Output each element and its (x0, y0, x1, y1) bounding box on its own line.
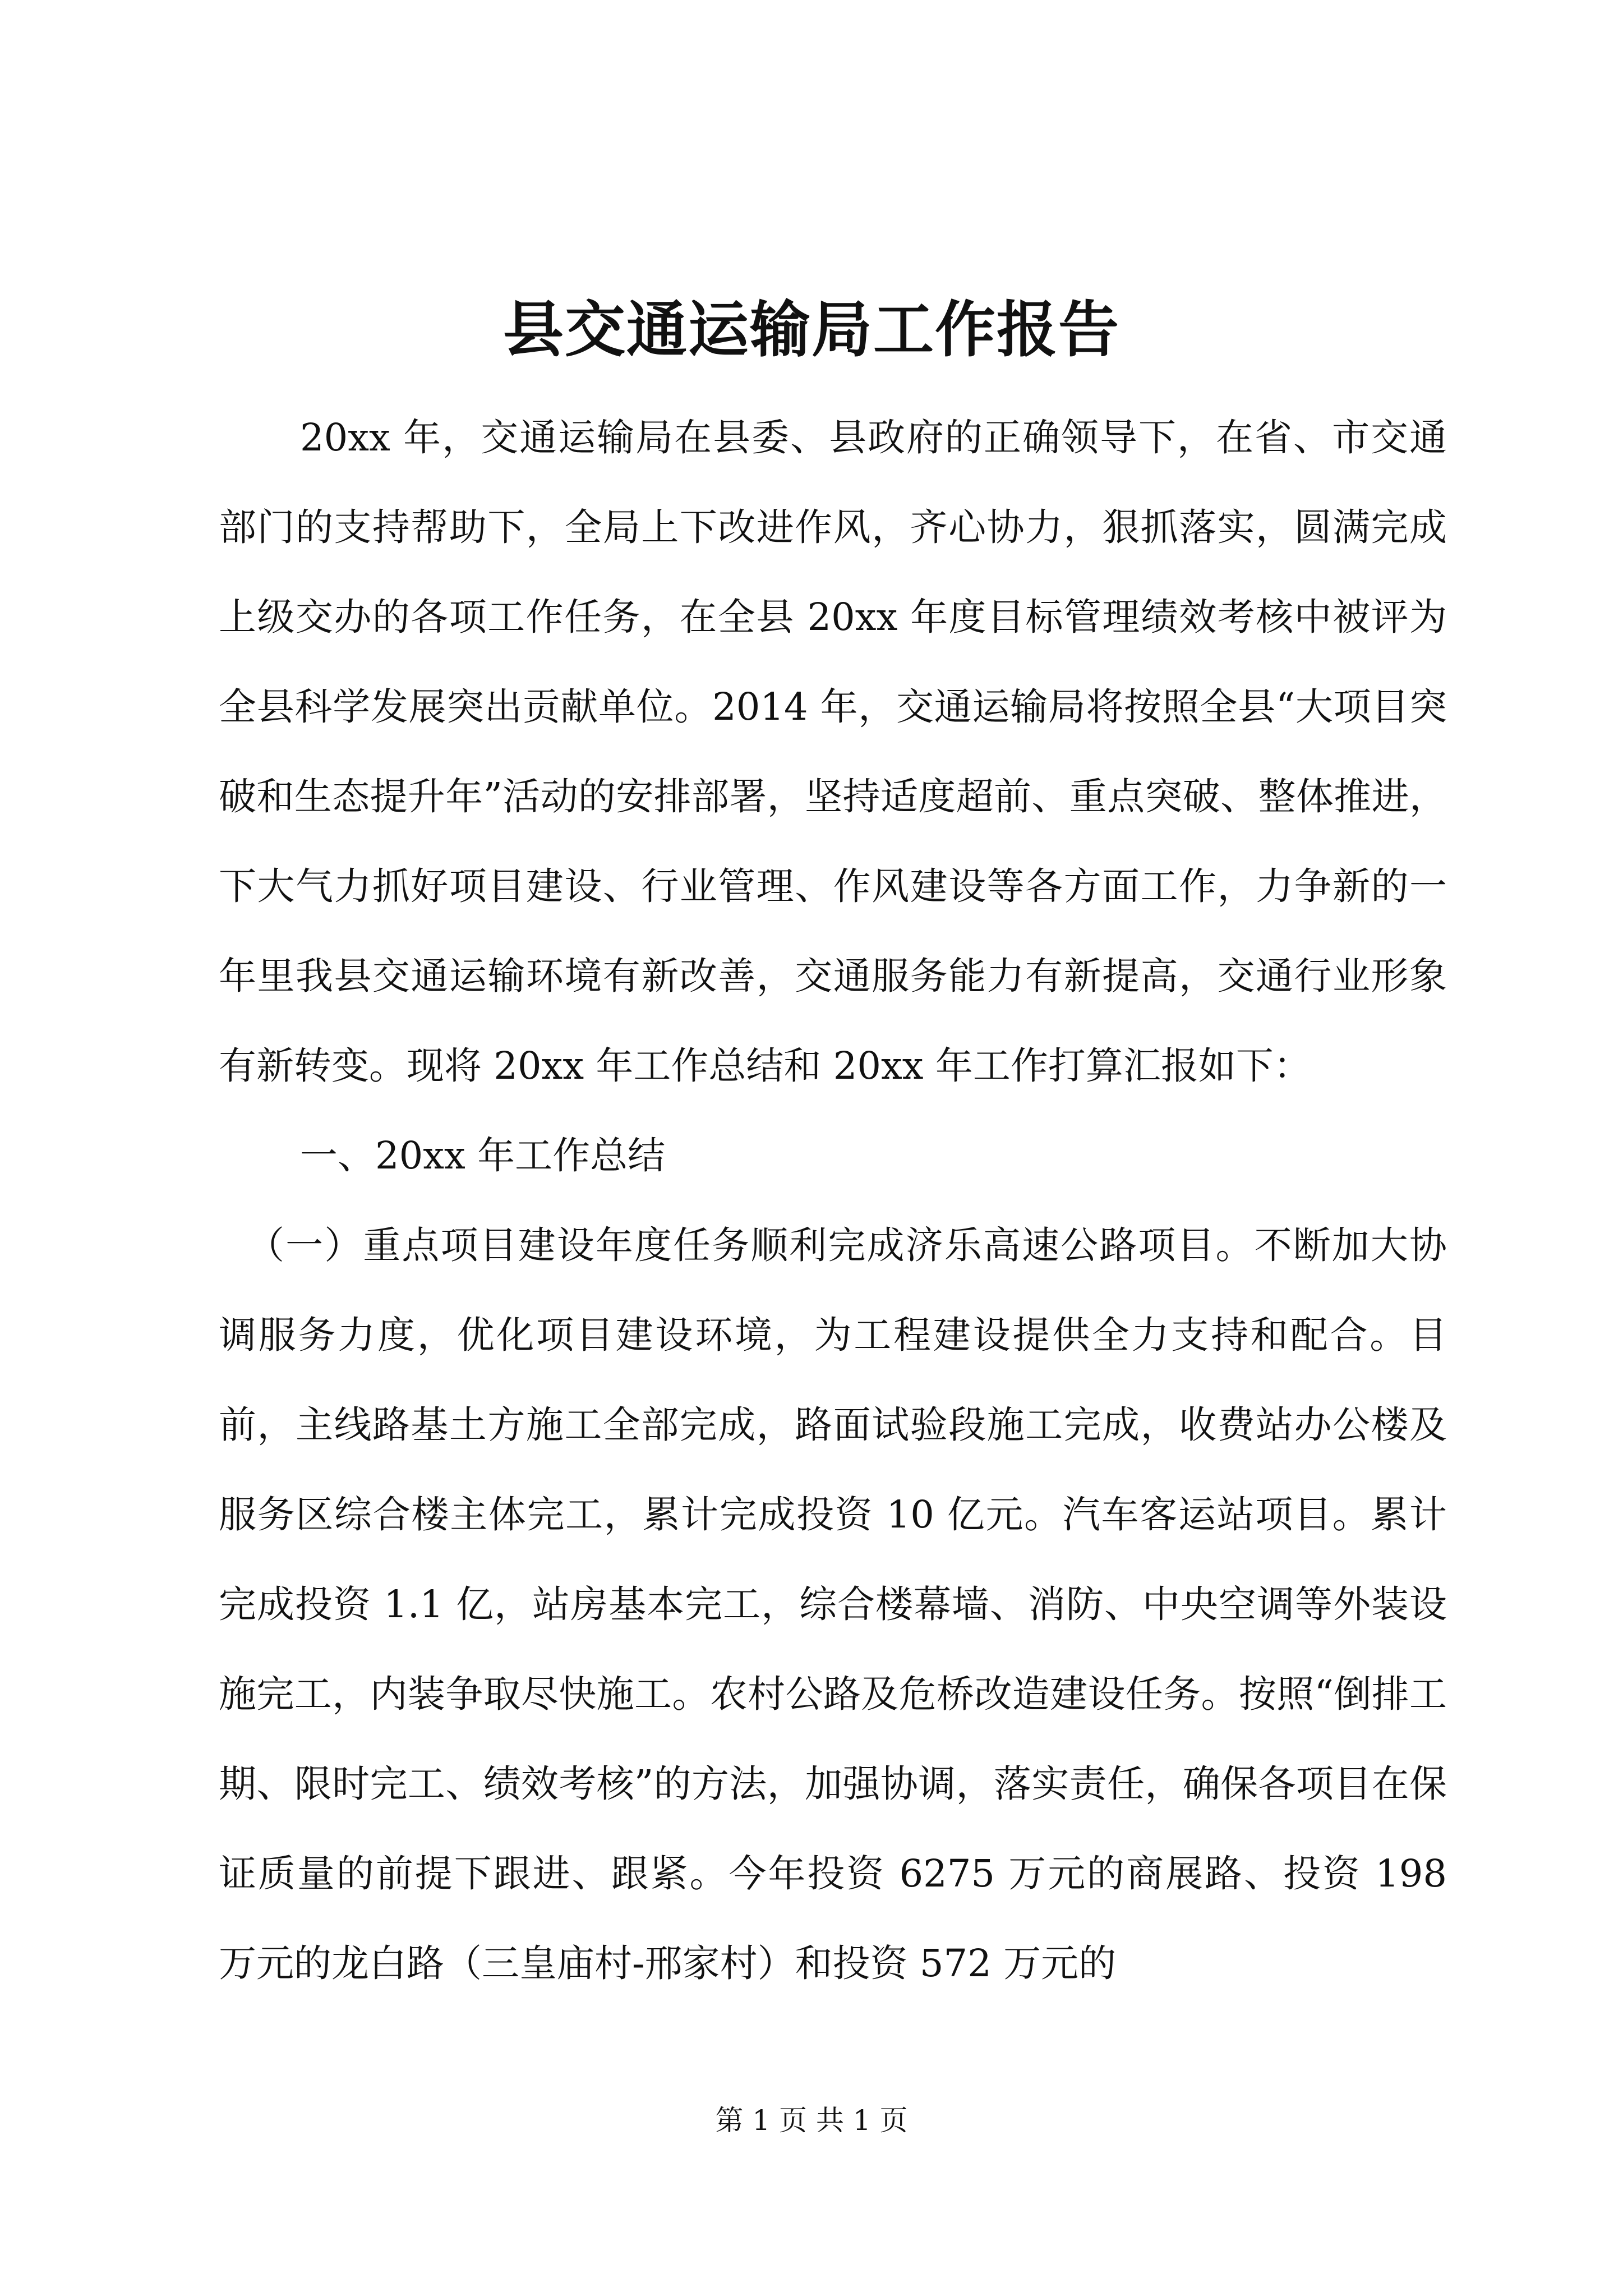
intro-paragraph: 20xx 年，交通运输局在县委、县政府的正确领导下，在省、市交通部门的支持帮助下，全局上下改进作风，齐心协力，狠抓落实，圆满完成上级交办的各项工作任务，在全县 20xx 年度目标管理绩效考核中被评为全县科学发展突出贡献单位。2014 年，交通运输局将按照全县“大项目突破和生态提升年”活动的安排部署，坚持适度超前、重点突破、整体推进，下大气力抓好项目建设、行业管理、作风建设等各方面工作，力争新的一年里我县交通运输环境有新改善，交通服务能力有新提高，交通行业形象有新转变。现将 20xx 年工作总结和 20xx 年工作打算汇报如下： (219, 416, 1447, 1088)
document-title: 县交通运输局工作报告 (502, 295, 1120, 365)
subsection-paragraph: （一）重点项目建设年度任务顺利完成济乐高速公路项目。不断加大协调服务力度，优化项目建设环境，为工程建设提供全力支持和配合。目前，主线路基土方施工全部完成，路面试验段施工完成，收费站办公楼及服务区综合楼主体完工，累计完成投资 10 亿元。汽车客运站项目。累计完成投资 1.1 亿，站房基本完工，综合楼幕墙、消防、中央空调等外装设施完工，内装争取尽快施工。农村公路及危桥改造建设任务。按照“倒排工期、限时完工、绩效考核”的方法，加强协调，落实责任，确保各项目在保证质量的前提下跟进、跟紧。今年投资 6275 万元的商展路、投资 198 万元的龙白路（三皇庙村-邢家村）和投资 572 万元的 (219, 1223, 1447, 1985)
document-body (219, 393, 1447, 2008)
section-heading: 一、20xx 年工作总结 (300, 1134, 666, 1177)
page-footer: 第 1 页 共 1 页 (715, 2104, 908, 2137)
